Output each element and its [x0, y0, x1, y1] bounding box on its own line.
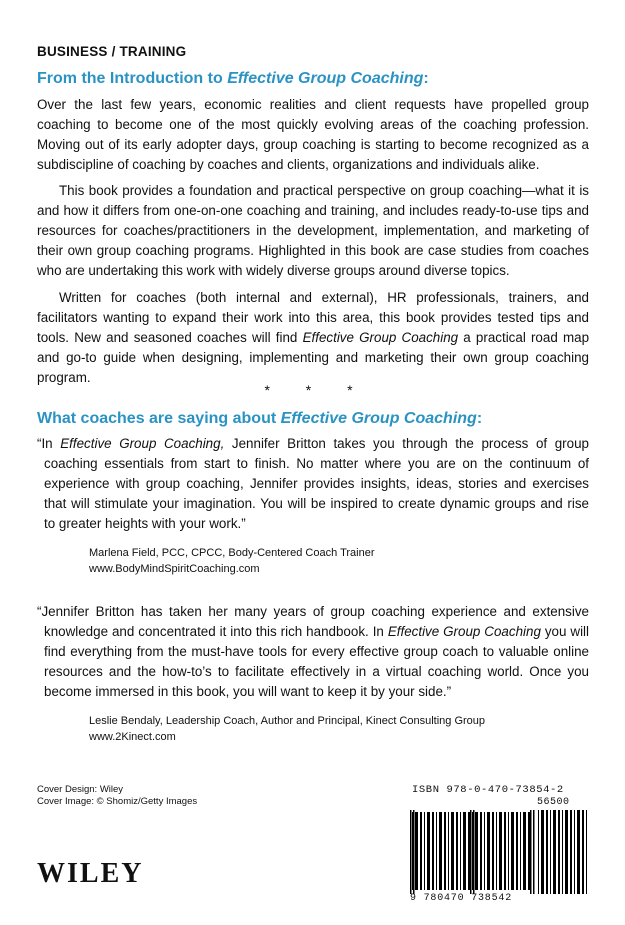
- intro-p3-text-b: a practical road map and go-to guide when designing, implementing and marketing their own group coaching program.: [37, 330, 590, 385]
- review-1-attribution: [89, 545, 375, 577]
- publisher-logo: WILEY: [37, 858, 144, 889]
- cover-credits: [37, 784, 197, 808]
- intro-paragraph-1: Over the last few years, economic realities and client requests have propelled group coaching to become one of the most quickly evolving areas of the coaching profession. Moving out of its early adopter days, group coaching is starting to become recognized as a subdiscipline of coaching by coaches and clients, organizations and individuals alike.: [37, 97, 589, 172]
- reviews-heading-book-title: Effective Group Coaching: [280, 410, 477, 427]
- review-1-reviewer: Marlena Field, PCC, CPCC, Body-Centered Coach Trainer: [89, 547, 375, 559]
- review-2-attribution: [89, 713, 485, 745]
- category-label: BUSINESS / TRAINING: [37, 44, 187, 59]
- review-2-text-a: “Jennifer Britton has taken her many years of group coaching experience and extensive knowledge and concentrated it into this rich handbook. In: [37, 604, 589, 639]
- review-quote-1: [37, 434, 589, 534]
- intro-paragraph-2: This book provides a foundation and practical perspective on group coaching—what it is and how it differs from one-on-one coaching and training, and includes ready-to-use tips and resources for coaches/practitioners in the development, implementation, and marketing of their own group coaching programs. Highlighted in this book are case studies from coaches who are undertaking this work with widely diverse groups around diverse topics.: [37, 183, 589, 278]
- review-2-text-b: you will find everything from the must-have tools for every effective group coach to valuable online resources and the how-to’s to facilitate effectively in a virtual coaching world. Once you become immersed in this book, you will want to keep it by your side.”: [44, 624, 589, 699]
- review-1-website: www.BodyMindSpiritCoaching.com: [89, 563, 260, 575]
- review-quote-2: [37, 602, 589, 702]
- intro-heading-book-title: Effective Group Coaching: [227, 70, 424, 87]
- intro-heading: [37, 70, 429, 88]
- review-2-book-title: Effective Group Coaching: [387, 624, 541, 639]
- reviews-heading: [37, 410, 482, 428]
- section-separator: * * *: [264, 382, 369, 398]
- reviews-heading-suffix: :: [476, 410, 483, 427]
- intro-heading-suffix: :: [423, 70, 429, 87]
- cover-image-credit: Cover Image: © Shomiz/Getty Images: [37, 796, 198, 807]
- review-1-text: Jennifer Britton takes you through the process of group coaching essentials from start to finish. No matter where you are on the continuum of experience with group coaching, Jennifer provides insights, ideas, stories and exercises that will stimulate your imagination. You will be inspired to create dynamic groups and rise to greater heights with your work.”: [44, 436, 589, 531]
- reviews-heading-prefix: What coaches are saying about: [37, 410, 281, 427]
- review-1-book-title: Effective Group Coaching,: [60, 436, 225, 451]
- cover-design-credit: Cover Design: Wiley: [37, 784, 124, 795]
- intro-heading-prefix: From the Introduction to: [37, 70, 228, 87]
- isbn-number: ISBN 978-0-470-73854-2: [412, 784, 564, 796]
- intro-p3-book-title: Effective Group Coaching: [302, 330, 459, 345]
- price-code: 56500: [537, 797, 570, 808]
- intro-paragraph-3: [37, 288, 589, 388]
- review-2-reviewer: Leslie Bendaly, Leadership Coach, Author and Principal, Kinect Consulting Group: [89, 715, 486, 727]
- review-1-open: “In: [37, 436, 61, 451]
- ean-digits: 9 780470 738542: [410, 893, 513, 904]
- review-2-website: www.2Kinect.com: [89, 731, 176, 743]
- intro-p3-text-a: Written for coaches (both internal and external), HR professionals, trainers, and facilitators wanting to expand their work into this area, this book provides tested tips and tools. New and seasoned coaches will find: [37, 290, 589, 345]
